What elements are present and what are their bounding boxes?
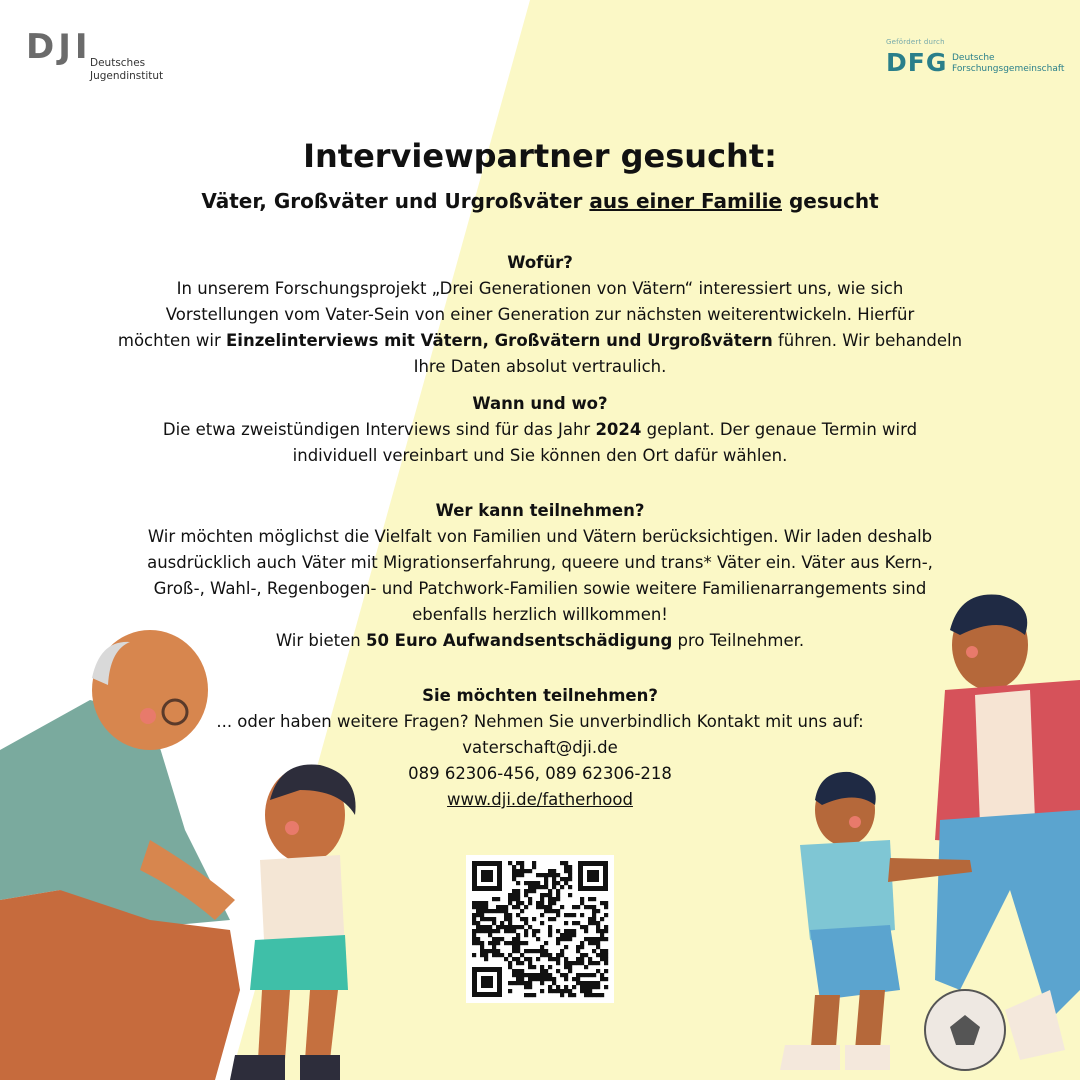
section-heading: Sie möchten teilnehmen? (422, 686, 658, 705)
grandfather-child-illustration (0, 630, 360, 1080)
section-wofuer: Wofür? In unserem Forschungsprojekt „Drei Generationen von Vätern“ interessiert uns, wie sich Vorstellungen vom Vater-Sein von einer Generation zur nächsten weiterentwickeln. Hierfür möchten wir Einzelinterviews mit Vätern, Großvätern und Urgroßvätern führen. Wir behandeln Ihre Daten absolut vertraulich. (80, 250, 1000, 380)
section-wann: Wann und wo? Die etwa zweistündigen Interviews sind für das Jahr 2024 geplant. Der genaue Termin wird individuell vereinbart und Sie können den Ort dafür wählen. (80, 391, 1000, 469)
page-subtitle: Väter, Großväter und Urgroßväter aus einer Familie gesucht (201, 189, 879, 213)
contact-phones: 089 62306-456, 089 62306-218 (408, 764, 672, 783)
dfg-logo (886, 38, 1065, 77)
section-wer: Wer kann teilnehmen? Wir möchten möglichst die Vielfalt von Familien und Vätern berücksichtigen. Wir laden deshalb ausdrücklich auch Väter mit Migrationserfahrung, queere und trans* Väter ein. Väter aus Kern-, Groß-, Wahl-, Regenbogen- und Patchwork-Familien sowie weitere Familienarrangements sind ebenfalls herzlich willkommen! Wir bieten 50 Euro Aufwandsentschädigung pro Teilnehmer. (80, 498, 1000, 654)
project-link[interactable]: www.dji.de/fatherhood (447, 790, 633, 809)
dfg-logo-mark: DFG (886, 48, 948, 77)
section-contact: Sie möchten teilnehmen? ... oder haben weitere Fragen? Nehmen Sie unverbindlich Kontakt mit uns auf: vaterschaft@dji.de 089 62306-456, 089 62306-218 www.dji.de/fatherhood (80, 683, 1000, 813)
section-heading: Wer kann teilnehmen? (435, 501, 645, 520)
subtitle-underlined: aus einer Familie (589, 189, 782, 213)
dji-logo (26, 27, 164, 82)
section-heading: Wann und wo? (472, 394, 608, 413)
dji-logo-text: Deutsches Jugendinstitut (90, 57, 164, 82)
page-title: Interviewpartner gesucht: (303, 137, 777, 175)
father-son-soccer-illustration (760, 590, 1080, 1080)
section-heading: Wofür? (507, 253, 573, 272)
dji-logo-mark: DJI (26, 27, 92, 67)
dfg-logo-text: Deutsche Forschungsgemeinschaft (952, 53, 1065, 74)
dfg-funded-label: Gefördert durch (886, 38, 945, 46)
qr-code[interactable] (466, 855, 614, 1003)
contact-email[interactable]: vaterschaft@dji.de (462, 738, 618, 757)
